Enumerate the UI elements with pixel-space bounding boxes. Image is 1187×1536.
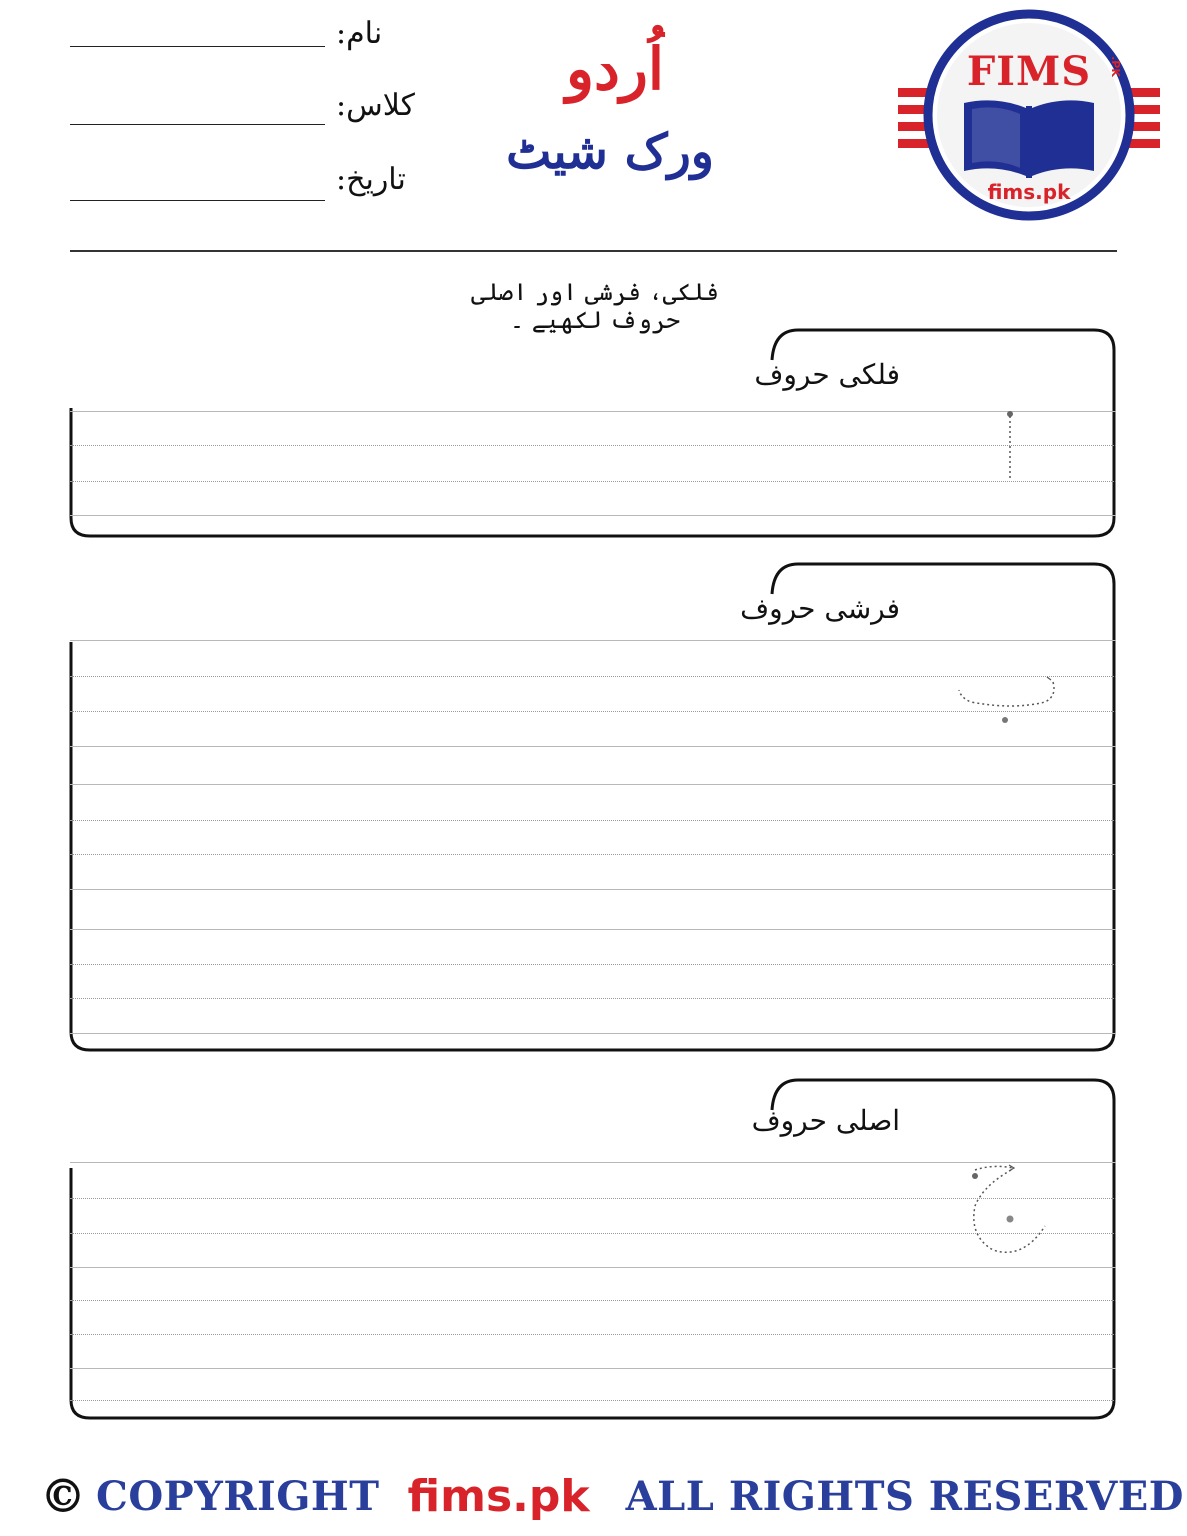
guide-line xyxy=(70,481,1116,482)
copyright-icon: © xyxy=(40,1469,86,1523)
falaki-frame xyxy=(68,328,1118,540)
logo-suffix: .PK xyxy=(1108,56,1122,77)
guide-line xyxy=(70,1233,1116,1234)
alif-trace-guide xyxy=(998,408,1028,482)
writing-line[interactable] xyxy=(70,929,1116,930)
farshi-label: فرشی حروف xyxy=(740,592,900,625)
guide-line xyxy=(70,1300,1116,1301)
rights-text: ALL RIGHTS RESERVED xyxy=(625,1472,1184,1520)
guide-line xyxy=(70,820,1116,821)
writing-line[interactable] xyxy=(70,889,1116,890)
guide-line xyxy=(70,445,1116,446)
writing-line[interactable] xyxy=(70,411,1116,412)
writing-line[interactable] xyxy=(70,1033,1116,1034)
date-label: تاریخ: xyxy=(336,162,406,197)
asli-section xyxy=(68,1078,1118,1422)
copyright-footer xyxy=(40,1468,1184,1524)
guide-line xyxy=(70,998,1116,999)
footer-site-link[interactable]: fims.pk xyxy=(407,1470,590,1522)
asli-label: اصلی حروف xyxy=(751,1104,900,1137)
bay-trace-guide xyxy=(953,676,1063,726)
guide-line xyxy=(70,1400,1116,1401)
worksheet-subtitle: ورک شیٹ xyxy=(506,124,714,180)
writing-line[interactable] xyxy=(70,515,1116,516)
open-book-icon xyxy=(964,100,1094,178)
farshi-frame xyxy=(68,562,1118,1054)
writing-line[interactable] xyxy=(70,1267,1116,1268)
instruction-text: فلکی، فرشی اور اصلی حروف لکھیے ۔ xyxy=(471,278,719,334)
writing-line[interactable] xyxy=(70,784,1116,785)
falaki-section xyxy=(68,328,1118,540)
asli-frame xyxy=(68,1078,1118,1422)
name-label: نام: xyxy=(336,16,383,51)
worksheet-title: اُردو xyxy=(566,35,664,103)
farshi-section xyxy=(68,562,1118,1054)
logo-site: fims.pk xyxy=(987,180,1071,204)
writing-line[interactable] xyxy=(70,1368,1116,1369)
guide-line xyxy=(70,854,1116,855)
guide-line xyxy=(70,1198,1116,1199)
class-label: کلاس: xyxy=(336,88,415,123)
guide-line xyxy=(70,1334,1116,1335)
writing-line[interactable] xyxy=(70,746,1116,747)
jeem-trace-guide xyxy=(963,1156,1058,1276)
writing-line[interactable] xyxy=(70,640,1116,641)
logo-name: FIMS xyxy=(966,48,1092,95)
falaki-label: فلکی حروف xyxy=(754,358,900,391)
fims-logo xyxy=(896,8,1162,223)
writing-line[interactable] xyxy=(70,1162,1116,1163)
header-divider xyxy=(70,250,1117,252)
copyright-text: COPYRIGHT xyxy=(96,1472,380,1520)
name-input-line[interactable] xyxy=(70,46,325,47)
guide-line xyxy=(70,964,1116,965)
class-input-line[interactable] xyxy=(70,124,325,125)
date-input-line[interactable] xyxy=(70,200,325,201)
